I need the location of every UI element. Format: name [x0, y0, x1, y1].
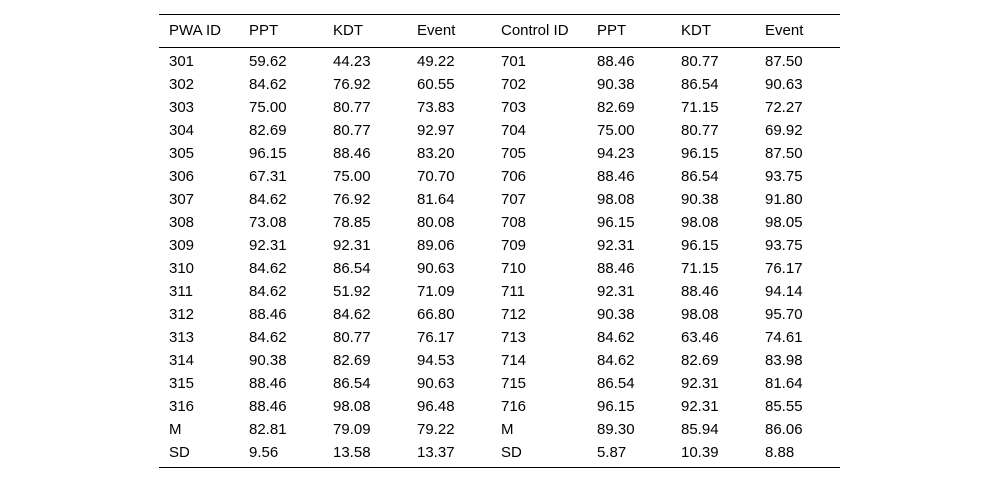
- table-cell-control-event: 8.88: [765, 444, 795, 461]
- column-header-control-id: Control ID: [501, 22, 569, 39]
- table-cell-control-kdt: 96.15: [681, 145, 719, 162]
- table-cell-control-ppt: 84.62: [597, 329, 635, 346]
- table-row: [159, 395, 840, 418]
- table-row: [159, 211, 840, 234]
- table-cell-pwa-id: 310: [169, 260, 195, 277]
- table-cell-pwa-id: 308: [169, 214, 195, 231]
- table-cell-pwa-kdt: 13.58: [333, 444, 371, 461]
- table-cell-control-event: 76.17: [765, 260, 803, 277]
- table-cell-control-event: 93.75: [765, 168, 803, 185]
- table-cell-control-id: 702: [501, 76, 527, 93]
- table-cell-control-ppt: 96.15: [597, 398, 635, 415]
- table-cell-control-ppt: 98.08: [597, 191, 635, 208]
- table-cell-control-id: 705: [501, 145, 527, 162]
- table-cell-control-id: 706: [501, 168, 527, 185]
- column-header-control-event: Event: [765, 22, 804, 39]
- table-cell-pwa-event: 90.63: [417, 260, 455, 277]
- table-row: [159, 188, 840, 211]
- table-cell-pwa-event: 71.09: [417, 283, 455, 300]
- table-cell-control-kdt: 96.15: [681, 237, 719, 254]
- table-row: [159, 280, 840, 303]
- table-row: [159, 96, 840, 119]
- table-cell-pwa-event: 90.63: [417, 375, 455, 392]
- table-cell-pwa-ppt: 84.62: [249, 76, 287, 93]
- table-cell-pwa-kdt: 75.00: [333, 168, 371, 185]
- table-cell-control-id: 703: [501, 99, 527, 116]
- table-row: [159, 165, 840, 188]
- table-cell-pwa-event: 73.83: [417, 99, 455, 116]
- table-cell-control-ppt: 84.62: [597, 352, 635, 369]
- table-cell-control-event: 74.61: [765, 329, 803, 346]
- table-cell-control-event: 90.63: [765, 76, 803, 93]
- table-cell-control-id: 708: [501, 214, 527, 231]
- table-cell-pwa-ppt: 84.62: [249, 191, 287, 208]
- table-cell-pwa-ppt: 9.56: [249, 444, 279, 461]
- table-cell-control-ppt: 92.31: [597, 283, 635, 300]
- table-cell-control-event: 95.70: [765, 306, 803, 323]
- table-cell-pwa-kdt: 86.54: [333, 260, 371, 277]
- table-cell-pwa-ppt: 92.31: [249, 237, 287, 254]
- table-cell-pwa-event: 94.53: [417, 352, 455, 369]
- table-row: [159, 142, 840, 165]
- data-table-container: [159, 14, 840, 468]
- table-cell-control-kdt: 85.94: [681, 421, 719, 438]
- table-row: [159, 73, 840, 96]
- table-cell-control-event: 93.75: [765, 237, 803, 254]
- column-header-control-kdt: KDT: [681, 22, 711, 39]
- table-cell-pwa-id: 309: [169, 237, 195, 254]
- table-cell-control-id: 713: [501, 329, 527, 346]
- table-cell-pwa-ppt: 82.81: [249, 421, 287, 438]
- table-cell-pwa-ppt: 82.69: [249, 122, 287, 139]
- table-cell-control-ppt: 94.23: [597, 145, 635, 162]
- table-cell-pwa-id: SD: [169, 444, 190, 461]
- table-cell-pwa-kdt: 88.46: [333, 145, 371, 162]
- table-cell-pwa-kdt: 98.08: [333, 398, 371, 415]
- table-cell-pwa-kdt: 80.77: [333, 122, 371, 139]
- table-cell-control-kdt: 88.46: [681, 283, 719, 300]
- table-cell-pwa-ppt: 88.46: [249, 375, 287, 392]
- table-cell-control-ppt: 96.15: [597, 214, 635, 231]
- table-cell-control-kdt: 82.69: [681, 352, 719, 369]
- column-header-control-ppt: PPT: [597, 22, 627, 39]
- table-cell-pwa-kdt: 84.62: [333, 306, 371, 323]
- table-cell-control-id: 714: [501, 352, 527, 369]
- column-header-pwa-kdt: KDT: [333, 22, 363, 39]
- table-cell-pwa-event: 83.20: [417, 145, 455, 162]
- table-cell-control-id: 715: [501, 375, 527, 392]
- table-cell-control-kdt: 98.08: [681, 214, 719, 231]
- table-cell-control-kdt: 80.77: [681, 53, 719, 70]
- table-cell-control-kdt: 98.08: [681, 306, 719, 323]
- table-cell-pwa-event: 60.55: [417, 76, 455, 93]
- table-cell-pwa-event: 81.64: [417, 191, 455, 208]
- table-cell-control-id: 712: [501, 306, 527, 323]
- table-cell-control-ppt: 86.54: [597, 375, 635, 392]
- table-row: [159, 418, 840, 441]
- table-cell-pwa-ppt: 88.46: [249, 398, 287, 415]
- table-cell-control-id: 709: [501, 237, 527, 254]
- table-row: [159, 441, 840, 468]
- table-cell-pwa-event: 92.97: [417, 122, 455, 139]
- table-cell-control-event: 69.92: [765, 122, 803, 139]
- table-cell-pwa-id: M: [169, 421, 182, 438]
- column-header-pwa-id: PWA ID: [169, 22, 221, 39]
- table-cell-pwa-kdt: 80.77: [333, 329, 371, 346]
- table-cell-pwa-event: 49.22: [417, 53, 455, 70]
- table-cell-control-id: 707: [501, 191, 527, 208]
- table-row: [159, 349, 840, 372]
- table-cell-control-event: 81.64: [765, 375, 803, 392]
- table-row: [159, 48, 840, 74]
- table-cell-pwa-kdt: 92.31: [333, 237, 371, 254]
- table-cell-pwa-event: 66.80: [417, 306, 455, 323]
- table-row: [159, 372, 840, 395]
- column-header-pwa-event: Event: [417, 22, 456, 39]
- table-cell-control-kdt: 86.54: [681, 76, 719, 93]
- table-cell-control-ppt: 5.87: [597, 444, 627, 461]
- table-cell-pwa-id: 302: [169, 76, 195, 93]
- table-cell-control-id: M: [501, 421, 514, 438]
- table-cell-control-kdt: 10.39: [681, 444, 719, 461]
- table-cell-control-kdt: 86.54: [681, 168, 719, 185]
- table-cell-control-kdt: 63.46: [681, 329, 719, 346]
- table-cell-pwa-kdt: 80.77: [333, 99, 371, 116]
- table-cell-pwa-ppt: 75.00: [249, 99, 287, 116]
- table-cell-pwa-id: 314: [169, 352, 195, 369]
- table-cell-control-ppt: 82.69: [597, 99, 635, 116]
- table-cell-control-ppt: 88.46: [597, 260, 635, 277]
- table-cell-pwa-ppt: 73.08: [249, 214, 287, 231]
- table-cell-pwa-id: 305: [169, 145, 195, 162]
- table-cell-control-id: 711: [501, 283, 525, 300]
- table-cell-control-ppt: 90.38: [597, 76, 635, 93]
- table-cell-pwa-ppt: 88.46: [249, 306, 287, 323]
- table-row: [159, 234, 840, 257]
- table-header: [159, 15, 840, 48]
- table-cell-control-ppt: 88.46: [597, 168, 635, 185]
- table-cell-pwa-id: 311: [169, 283, 193, 300]
- table-cell-pwa-ppt: 84.62: [249, 329, 287, 346]
- table-cell-pwa-kdt: 78.85: [333, 214, 371, 231]
- table-cell-pwa-id: 313: [169, 329, 195, 346]
- table-cell-control-event: 86.06: [765, 421, 803, 438]
- table-cell-pwa-ppt: 67.31: [249, 168, 287, 185]
- table-cell-control-event: 85.55: [765, 398, 803, 415]
- table-cell-control-event: 91.80: [765, 191, 803, 208]
- table-cell-pwa-id: 304: [169, 122, 195, 139]
- table-cell-control-kdt: 92.31: [681, 375, 719, 392]
- table-cell-control-event: 83.98: [765, 352, 803, 369]
- scores-table: [159, 14, 840, 468]
- table-cell-pwa-event: 96.48: [417, 398, 455, 415]
- table-cell-control-id: 701: [501, 53, 527, 70]
- table-cell-pwa-event: 89.06: [417, 237, 455, 254]
- table-cell-pwa-event: 79.22: [417, 421, 455, 438]
- table-cell-pwa-ppt: 59.62: [249, 53, 287, 70]
- table-body: [159, 48, 840, 468]
- table-cell-pwa-ppt: 90.38: [249, 352, 287, 369]
- table-cell-pwa-id: 306: [169, 168, 195, 185]
- table-cell-control-ppt: 92.31: [597, 237, 635, 254]
- table-cell-pwa-kdt: 44.23: [333, 53, 371, 70]
- table-cell-control-ppt: 88.46: [597, 53, 635, 70]
- table-cell-control-event: 87.50: [765, 145, 803, 162]
- table-cell-control-id: 704: [501, 122, 527, 139]
- table-cell-control-event: 94.14: [765, 283, 803, 300]
- table-cell-pwa-kdt: 82.69: [333, 352, 371, 369]
- table-cell-pwa-id: 301: [169, 53, 195, 70]
- table-cell-pwa-event: 13.37: [417, 444, 455, 461]
- table-cell-control-kdt: 71.15: [681, 260, 719, 277]
- table-cell-pwa-event: 76.17: [417, 329, 455, 346]
- table-cell-control-kdt: 71.15: [681, 99, 719, 116]
- table-cell-control-kdt: 92.31: [681, 398, 719, 415]
- table-cell-pwa-id: 315: [169, 375, 195, 392]
- table-cell-pwa-ppt: 84.62: [249, 283, 287, 300]
- table-cell-pwa-kdt: 79.09: [333, 421, 371, 438]
- table-cell-pwa-kdt: 76.92: [333, 191, 371, 208]
- table-cell-pwa-ppt: 84.62: [249, 260, 287, 277]
- table-cell-pwa-event: 80.08: [417, 214, 455, 231]
- table-cell-pwa-id: 316: [169, 398, 195, 415]
- table-cell-pwa-kdt: 51.92: [333, 283, 371, 300]
- table-cell-control-kdt: 90.38: [681, 191, 719, 208]
- table-cell-control-kdt: 80.77: [681, 122, 719, 139]
- table-cell-control-event: 98.05: [765, 214, 803, 231]
- table-cell-control-id: SD: [501, 444, 522, 461]
- table-cell-pwa-kdt: 86.54: [333, 375, 371, 392]
- header-row: [159, 15, 840, 48]
- table-cell-pwa-id: 303: [169, 99, 195, 116]
- column-header-pwa-ppt: PPT: [249, 22, 279, 39]
- table-cell-control-ppt: 89.30: [597, 421, 635, 438]
- table-cell-control-id: 710: [501, 260, 527, 277]
- table-cell-control-id: 716: [501, 398, 527, 415]
- table-row: [159, 257, 840, 280]
- table-cell-pwa-kdt: 76.92: [333, 76, 371, 93]
- table-row: [159, 303, 840, 326]
- table-cell-control-event: 72.27: [765, 99, 803, 116]
- table-cell-pwa-id: 312: [169, 306, 195, 323]
- table-cell-control-ppt: 90.38: [597, 306, 635, 323]
- table-cell-pwa-ppt: 96.15: [249, 145, 287, 162]
- table-row: [159, 119, 840, 142]
- table-row: [159, 326, 840, 349]
- table-cell-control-ppt: 75.00: [597, 122, 635, 139]
- table-cell-control-event: 87.50: [765, 53, 803, 70]
- table-cell-pwa-id: 307: [169, 191, 195, 208]
- table-cell-pwa-event: 70.70: [417, 168, 455, 185]
